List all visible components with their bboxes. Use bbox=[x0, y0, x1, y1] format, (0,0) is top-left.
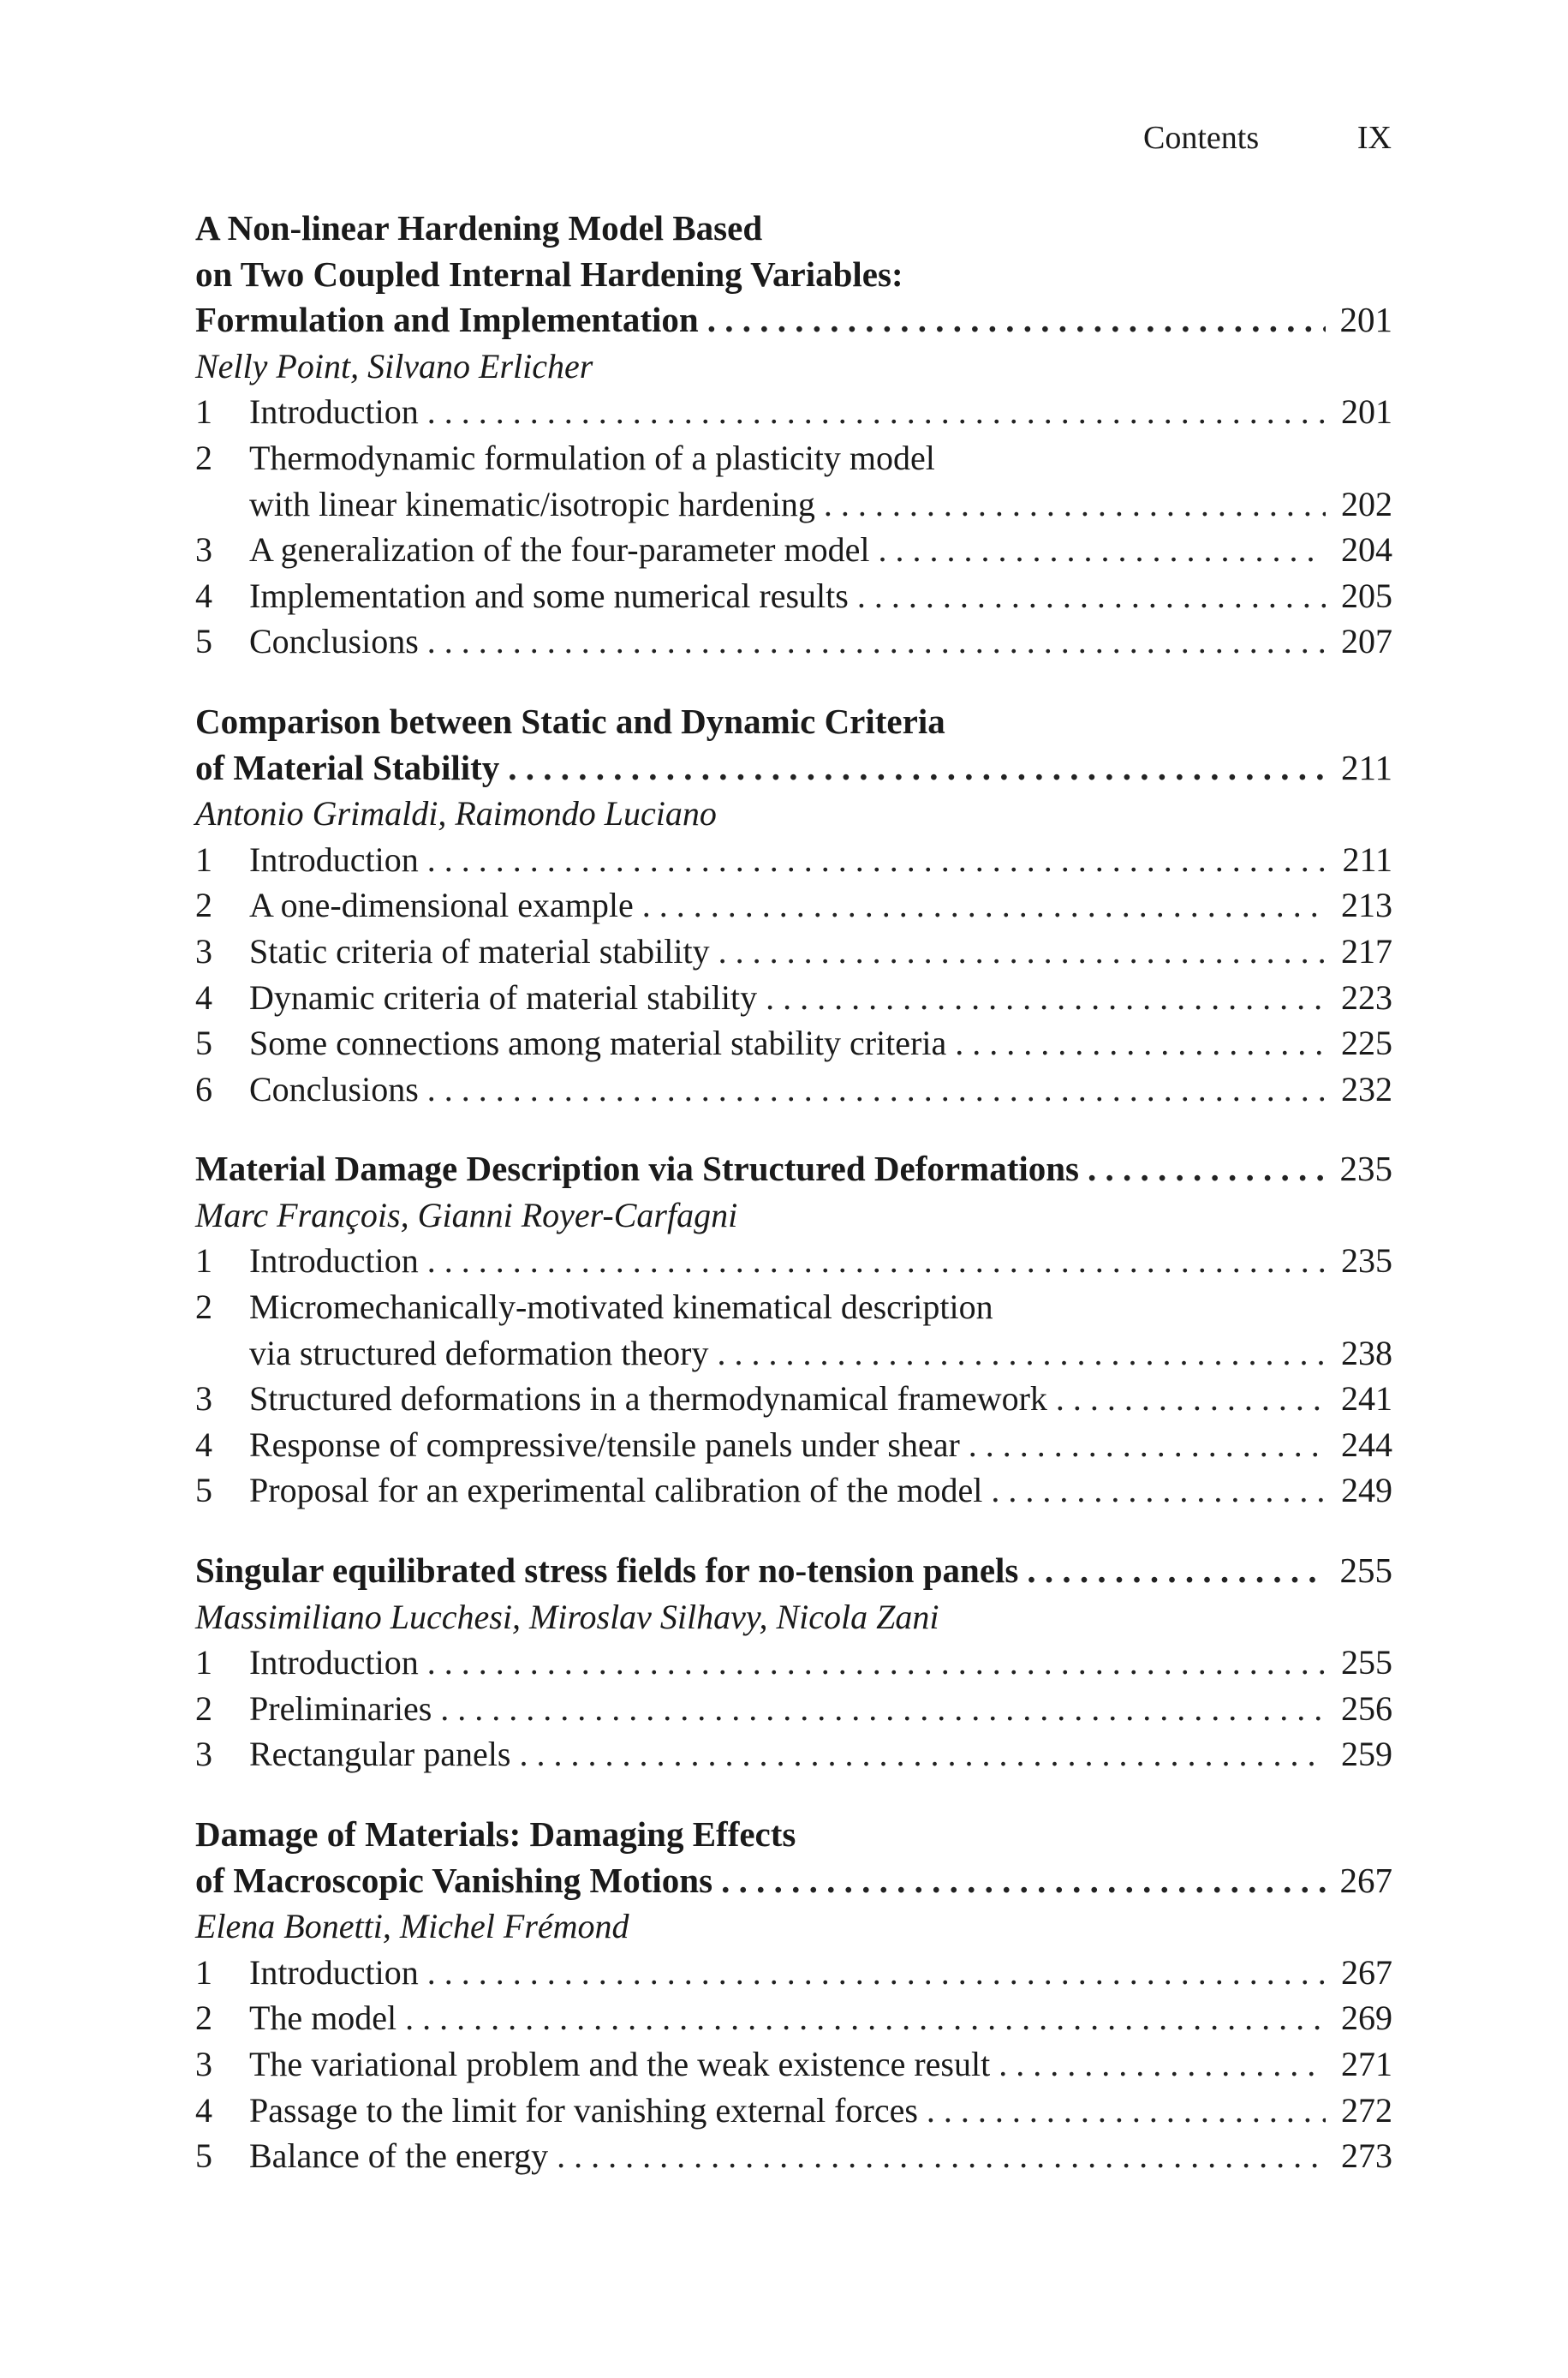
page-number: 201 bbox=[1341, 392, 1392, 432]
section-row bbox=[195, 975, 1392, 1021]
section-row bbox=[195, 1020, 1392, 1067]
section-link-text: Introduction bbox=[249, 1643, 419, 1682]
section-link-text: Introduction bbox=[249, 839, 419, 879]
section-link[interactable] bbox=[249, 2088, 1392, 2134]
section-link[interactable] bbox=[249, 1467, 1392, 1514]
section-row bbox=[195, 2041, 1392, 2088]
section-link-text: Introduction bbox=[249, 392, 419, 432]
section-number: 5 bbox=[195, 1471, 212, 1510]
chapter-authors: Marc François, Gianni Royer-Carfagni bbox=[195, 1195, 738, 1234]
page-number: 213 bbox=[1341, 886, 1392, 925]
section-link[interactable] bbox=[249, 1067, 1392, 1113]
section-link[interactable] bbox=[249, 975, 1392, 1021]
page-number: 271 bbox=[1341, 2044, 1392, 2083]
section-link-text: The model bbox=[249, 1999, 397, 2038]
page-number: 256 bbox=[1341, 1688, 1392, 1728]
chapter-authors: Antonio Grimaldi, Raimondo Luciano bbox=[195, 794, 717, 833]
chapter-title-line: Damage of Materials: Damaging Effects bbox=[195, 1814, 796, 1854]
section-link[interactable] bbox=[249, 2133, 1392, 2179]
section-row bbox=[195, 573, 1392, 619]
section-row bbox=[195, 2133, 1392, 2179]
page-number: 235 bbox=[1339, 1149, 1392, 1189]
section-link[interactable] bbox=[249, 527, 1392, 573]
page-number: 225 bbox=[1341, 1024, 1392, 1063]
chapter-title-line: Comparison between Static and Dynamic Criteria bbox=[195, 701, 945, 741]
toc-entry bbox=[195, 1146, 1392, 1514]
toc-entry bbox=[195, 699, 1392, 1112]
section-number: 2 bbox=[195, 438, 212, 477]
page-number: 269 bbox=[1341, 1999, 1392, 2038]
chapter-title-line: A Non-linear Hardening Model Based bbox=[195, 208, 763, 248]
section-number: 3 bbox=[195, 1379, 212, 1419]
section-number: 3 bbox=[195, 530, 212, 570]
section-row bbox=[195, 435, 1392, 481]
dot-leader bbox=[440, 1686, 1326, 1732]
page-number: 223 bbox=[1341, 977, 1392, 1017]
section-link[interactable] bbox=[249, 1330, 1392, 1377]
section-number: 2 bbox=[195, 1688, 212, 1728]
chapter-title-line-text: of Material Stability bbox=[195, 747, 500, 787]
section-row bbox=[195, 1330, 1392, 1377]
section-link-text: Conclusions bbox=[249, 622, 419, 661]
dot-leader bbox=[955, 1020, 1326, 1067]
section-link[interactable] bbox=[249, 1686, 1392, 1732]
dot-leader bbox=[857, 573, 1326, 619]
running-head bbox=[1143, 117, 1392, 159]
section-number: 4 bbox=[195, 2090, 212, 2130]
section-number: 3 bbox=[195, 931, 212, 971]
section-row bbox=[195, 1731, 1392, 1778]
section-number: 3 bbox=[195, 2044, 212, 2083]
chapter-title-line-text: of Macroscopic Vanishing Motions bbox=[195, 1860, 713, 1900]
chapter-title-line: on Two Coupled Internal Hardening Variables: bbox=[195, 254, 903, 294]
section-number: 5 bbox=[195, 1024, 212, 1063]
toc-entry bbox=[195, 206, 1392, 665]
section-number: 1 bbox=[195, 1643, 212, 1682]
section-link-text: Passage to the limit for vanishing external forces bbox=[249, 2090, 918, 2130]
section-number: 4 bbox=[195, 1425, 212, 1464]
page-number: 255 bbox=[1339, 1550, 1392, 1591]
dot-leader bbox=[508, 745, 1326, 792]
section-number: 1 bbox=[195, 839, 212, 879]
section-link-text: Balance of the energy bbox=[249, 2136, 549, 2176]
section-row bbox=[195, 1686, 1392, 1732]
section-row bbox=[195, 1238, 1392, 1284]
dot-leader bbox=[1027, 1548, 1326, 1594]
dot-leader bbox=[427, 1067, 1326, 1113]
page-number: 211 bbox=[1342, 839, 1392, 879]
section-link-text: Dynamic criteria of material stability bbox=[249, 977, 758, 1017]
section-link[interactable] bbox=[249, 1238, 1392, 1284]
section-link[interactable] bbox=[249, 837, 1392, 883]
section-link-text: A one-dimensional example bbox=[249, 886, 634, 925]
dot-leader bbox=[999, 2041, 1326, 2088]
section-link-text: Conclusions bbox=[249, 1069, 419, 1108]
section-link-text: via structured deformation theory bbox=[249, 1333, 709, 1372]
page-number: 249 bbox=[1341, 1471, 1392, 1510]
dot-leader bbox=[519, 1731, 1326, 1778]
section-row bbox=[195, 1422, 1392, 1468]
chapter-title-line[interactable] bbox=[195, 297, 1392, 344]
section-link-text: The variational problem and the weak existence result bbox=[249, 2044, 991, 2083]
page-number: 235 bbox=[1341, 1241, 1392, 1281]
page-number: 201 bbox=[1339, 300, 1392, 340]
page-number: 207 bbox=[1341, 622, 1392, 661]
section-number: 3 bbox=[195, 1735, 212, 1774]
section-title: Micromechanically-motivated kinematical description bbox=[249, 1288, 993, 1327]
section-row bbox=[195, 929, 1392, 975]
section-row bbox=[195, 389, 1392, 435]
chapter-authors: Elena Bonetti, Michel Frémond bbox=[195, 1907, 629, 1946]
page-number: 272 bbox=[1341, 2090, 1392, 2130]
section-link[interactable] bbox=[249, 1640, 1392, 1686]
section-link-text: A generalization of the four-parameter model bbox=[249, 530, 870, 570]
chapter-title-line[interactable] bbox=[195, 1858, 1392, 1904]
dot-leader bbox=[1088, 1146, 1326, 1192]
dot-leader bbox=[427, 1238, 1326, 1284]
dot-leader bbox=[405, 1995, 1326, 2041]
dot-leader bbox=[718, 929, 1326, 975]
dot-leader bbox=[991, 1467, 1326, 1514]
section-row bbox=[195, 1950, 1392, 1996]
section-link[interactable] bbox=[249, 573, 1392, 619]
dot-leader bbox=[717, 1330, 1326, 1377]
chapter-title-line-text: Singular equilibrated stress fields for no-tension panels bbox=[195, 1550, 1019, 1591]
section-link[interactable] bbox=[249, 1422, 1392, 1468]
section-link[interactable] bbox=[249, 1731, 1392, 1778]
page-number: 241 bbox=[1341, 1379, 1392, 1419]
page-number: 244 bbox=[1341, 1425, 1392, 1464]
dot-leader bbox=[1056, 1376, 1326, 1422]
page-number: 267 bbox=[1339, 1860, 1392, 1900]
section-number: 1 bbox=[195, 1241, 212, 1281]
section-link[interactable] bbox=[249, 1995, 1392, 2041]
section-link[interactable] bbox=[249, 929, 1392, 975]
dot-leader bbox=[824, 481, 1326, 528]
running-head-title: Contents bbox=[1143, 120, 1260, 156]
dot-leader bbox=[721, 1858, 1326, 1904]
section-link-text: Proposal for an experimental calibration of the model bbox=[249, 1471, 983, 1510]
dot-leader bbox=[427, 837, 1326, 883]
section-row bbox=[195, 837, 1392, 883]
page-number: 255 bbox=[1341, 1643, 1392, 1682]
dot-leader bbox=[427, 1640, 1326, 1686]
chapter-title-line[interactable] bbox=[195, 745, 1392, 792]
section-title: Thermodynamic formulation of a plasticity model bbox=[249, 438, 935, 477]
page-number: 211 bbox=[1341, 747, 1392, 787]
section-link[interactable] bbox=[249, 481, 1392, 528]
section-link-text: Response of compressive/tensile panels under shear bbox=[249, 1425, 960, 1464]
dot-leader bbox=[707, 297, 1326, 344]
section-link-text: Some connections among material stability criteria bbox=[249, 1024, 947, 1063]
section-link-text: Introduction bbox=[249, 1241, 419, 1281]
section-number: 2 bbox=[195, 886, 212, 925]
section-number: 2 bbox=[195, 1288, 212, 1327]
page-number: 259 bbox=[1341, 1735, 1392, 1774]
chapter-authors: Massimiliano Lucchesi, Miroslav Silhavy, Nicola Zani bbox=[195, 1597, 939, 1636]
section-link-text: Rectangular panels bbox=[249, 1735, 511, 1774]
section-link[interactable] bbox=[249, 389, 1392, 435]
section-link-text: Preliminaries bbox=[249, 1688, 432, 1728]
chapter-title-line-text: Formulation and Implementation bbox=[195, 300, 699, 340]
section-number: 1 bbox=[195, 392, 212, 432]
section-row bbox=[195, 1467, 1392, 1514]
section-link[interactable] bbox=[249, 1020, 1392, 1067]
page-number: 204 bbox=[1341, 530, 1392, 570]
chapter-title-line[interactable] bbox=[195, 1548, 1392, 1594]
section-link-text: Structured deformations in a thermodynamical framework bbox=[249, 1379, 1047, 1419]
dot-leader bbox=[427, 618, 1326, 665]
section-body bbox=[249, 1284, 1392, 1330]
page-number: 205 bbox=[1341, 576, 1392, 615]
page-number: 273 bbox=[1341, 2136, 1392, 2176]
section-row bbox=[195, 882, 1392, 929]
chapter-title-line-text: Material Damage Description via Structured Deformations bbox=[195, 1149, 1080, 1189]
section-link[interactable] bbox=[249, 1376, 1392, 1422]
page-number: 202 bbox=[1341, 484, 1392, 523]
section-row bbox=[195, 618, 1392, 665]
section-row bbox=[195, 1995, 1392, 2041]
section-row bbox=[195, 1376, 1392, 1422]
section-row bbox=[195, 1284, 1392, 1330]
section-row bbox=[195, 1067, 1392, 1113]
section-link[interactable] bbox=[249, 618, 1392, 665]
page-number: 232 bbox=[1341, 1069, 1392, 1108]
section-body bbox=[249, 435, 1392, 481]
dot-leader bbox=[927, 2088, 1326, 2134]
section-row bbox=[195, 527, 1392, 573]
toc-entry bbox=[195, 1812, 1392, 2179]
page-number: 217 bbox=[1341, 931, 1392, 971]
running-head-page-number: IX bbox=[1356, 120, 1392, 156]
section-link[interactable] bbox=[249, 2041, 1392, 2088]
section-number: 5 bbox=[195, 2136, 212, 2176]
section-link-text: Implementation and some numerical results bbox=[249, 576, 849, 615]
dot-leader bbox=[766, 975, 1326, 1021]
page-number: 267 bbox=[1341, 1952, 1392, 1992]
dot-leader bbox=[969, 1422, 1326, 1468]
dot-leader bbox=[642, 882, 1326, 929]
section-link-text: with linear kinematic/isotropic hardening bbox=[249, 484, 815, 523]
toc-entry bbox=[195, 1548, 1392, 1778]
section-row bbox=[195, 481, 1392, 528]
section-number: 2 bbox=[195, 1999, 212, 2038]
page-number: 238 bbox=[1341, 1333, 1392, 1372]
section-link-text: Static criteria of material stability bbox=[249, 931, 710, 971]
chapter-title-line[interactable] bbox=[195, 1146, 1392, 1192]
section-row bbox=[195, 1640, 1392, 1686]
dot-leader bbox=[557, 2133, 1326, 2179]
section-number: 5 bbox=[195, 622, 212, 661]
section-number: 6 bbox=[195, 1069, 212, 1108]
section-row bbox=[195, 2088, 1392, 2134]
dot-leader bbox=[427, 389, 1326, 435]
table-of-contents bbox=[195, 206, 1392, 2214]
section-link[interactable] bbox=[249, 882, 1392, 929]
section-link-text: Introduction bbox=[249, 1952, 419, 1992]
section-number: 1 bbox=[195, 1952, 212, 1992]
section-link[interactable] bbox=[249, 1950, 1392, 1996]
section-number: 4 bbox=[195, 977, 212, 1017]
dot-leader bbox=[878, 527, 1326, 573]
section-number: 4 bbox=[195, 576, 212, 615]
dot-leader bbox=[427, 1950, 1326, 1996]
chapter-authors: Nelly Point, Silvano Erlicher bbox=[195, 346, 593, 385]
